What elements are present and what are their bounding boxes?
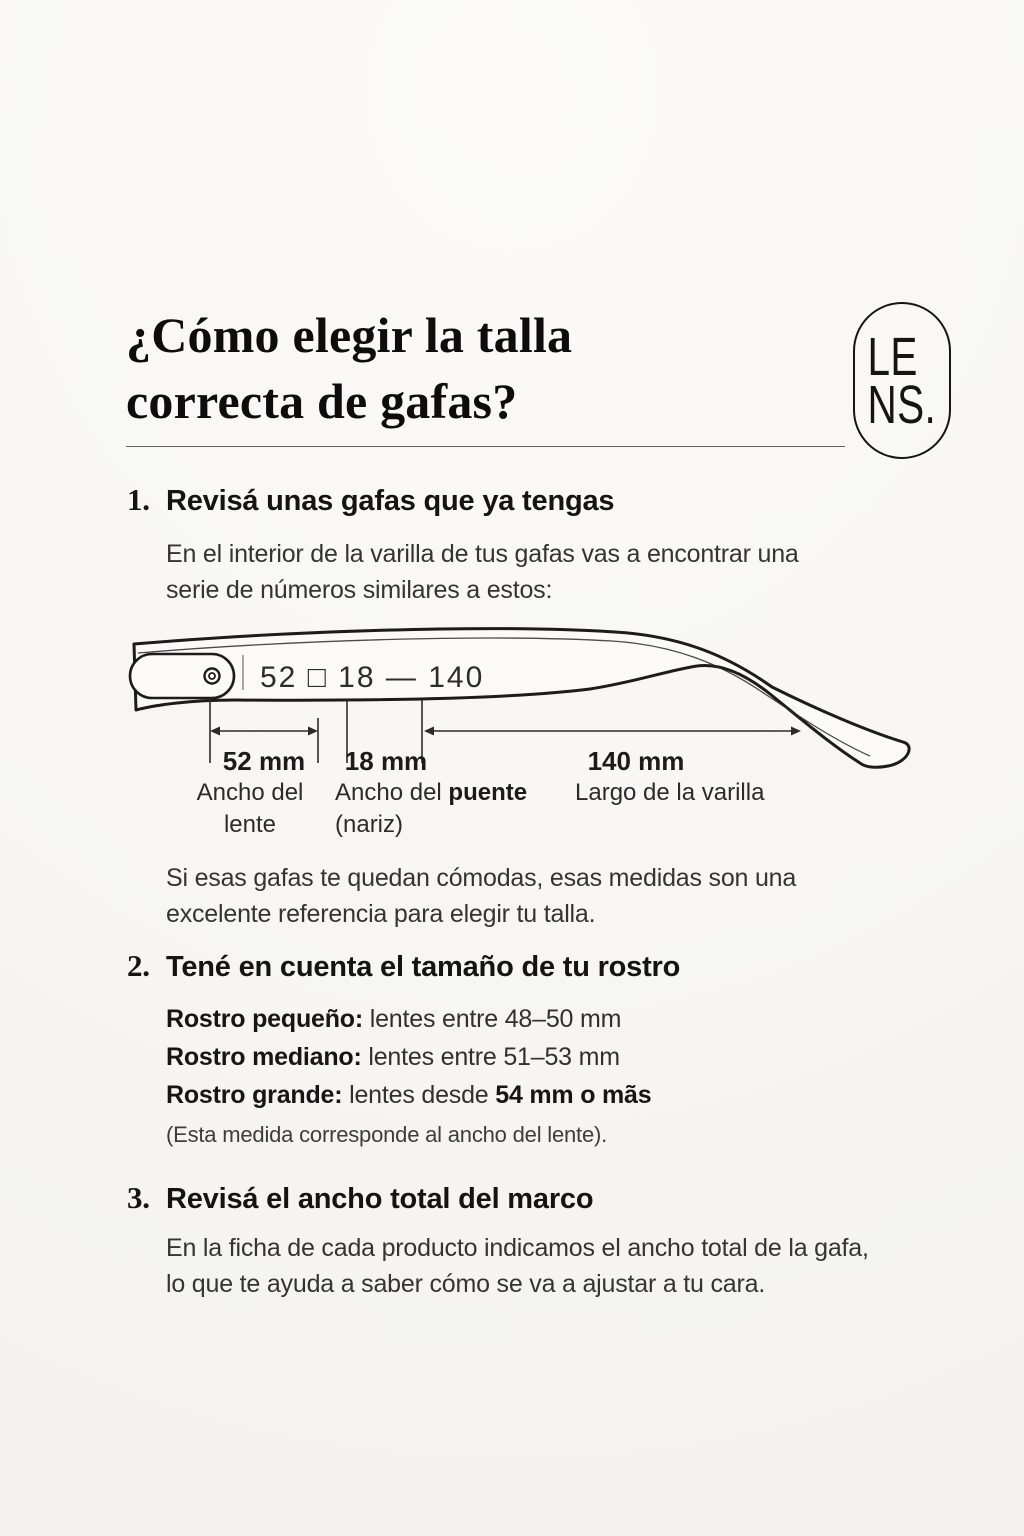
section1-intro-line1: En el interior de la varilla de tus gafas vas a encontrar una <box>166 540 799 568</box>
section2-heading-text: Tené en cuenta el tamaño de tu rostro <box>166 951 681 983</box>
face-size-medium-text: lentes entre 51–53 mm <box>361 1043 620 1071</box>
dim-label-bridge-bold: puente <box>448 779 528 806</box>
face-size-medium-label: Rostro mediano: <box>166 1043 362 1071</box>
page-title <box>126 302 572 434</box>
section3-number: 3. <box>127 1180 150 1215</box>
section1-heading <box>127 482 614 518</box>
brand-logo <box>853 302 951 459</box>
face-size-small-label: Rostro pequeño: <box>166 1005 363 1033</box>
page-title-line1: ¿Cómo elegir la talla <box>126 307 573 363</box>
dim-label-temple: Largo de la varilla <box>575 779 765 806</box>
section3-body-line2: lo que te ayuda a saber cómo se va a ajustar a tu cara. <box>166 1270 766 1298</box>
dim-label-bridge-prefix: Ancho del <box>335 779 449 806</box>
section3-body-line1: En la ficha de cada producto indicamos el ancho total de la gafa, <box>166 1234 869 1262</box>
section3-heading-text: Revisá el ancho total del marco <box>166 1183 594 1215</box>
brand-logo-line1: LE <box>867 326 918 387</box>
section2-number: 2. <box>127 948 150 983</box>
arrowhead-temple-right-icon <box>791 727 801 736</box>
arrowhead-temple-left-icon <box>424 727 434 736</box>
face-size-large-label: Rostro grande: <box>166 1081 343 1109</box>
brand-logo-text <box>867 326 937 435</box>
dim-value-bridge: 18 mm <box>344 746 428 776</box>
face-size-list <box>166 1000 651 1114</box>
face-size-row-large <box>166 1076 651 1114</box>
dim-label-lens-line1: Ancho del <box>196 779 304 806</box>
dim-value-lens: 52 mm <box>222 746 306 776</box>
glasses-temple-diagram <box>120 606 1020 846</box>
section1-outro-line1: Si esas gafas te quedan cómodas, esas medidas son una <box>166 864 797 892</box>
section3-body <box>166 1230 869 1302</box>
face-size-large-text: lentes desde <box>342 1081 496 1109</box>
section1-number: 1. <box>127 482 150 517</box>
face-size-row-small <box>166 1000 651 1038</box>
section1-intro-line2: serie de números similares a estos: <box>166 576 553 604</box>
dim-label-lens-line2: lente <box>223 811 277 838</box>
dim-label-bridge-line2: (nariz) <box>335 811 404 838</box>
section2-heading <box>127 948 680 984</box>
face-size-row-medium <box>166 1038 651 1076</box>
section3-heading <box>127 1180 593 1216</box>
brand-logo-line2: NS. <box>867 374 937 435</box>
dim-value-temple: 140 mm <box>587 746 685 776</box>
face-size-small-text: lentes entre 48–50 mm <box>363 1005 622 1033</box>
lens-width-note: (Esta medida corresponde al ancho del lente). <box>166 1122 608 1147</box>
section1-outro <box>166 860 796 932</box>
arrowhead-lens-left-icon <box>210 727 220 736</box>
title-divider <box>126 446 845 447</box>
page-title-line2: correcta de gafas? <box>126 373 518 429</box>
section1-intro <box>166 536 799 608</box>
arrowhead-lens-right-icon <box>308 727 318 736</box>
face-size-large-bold: 54 mm o mãs <box>495 1081 652 1109</box>
temple-engraving-text: 52 □ 18 — 140 <box>260 661 485 694</box>
section1-heading-text: Revisá unas gafas que ya tengas <box>166 485 615 517</box>
dim-label-bridge-line1 <box>335 779 527 806</box>
section1-outro-line2: excelente referencia para elegir tu talla. <box>166 900 596 928</box>
